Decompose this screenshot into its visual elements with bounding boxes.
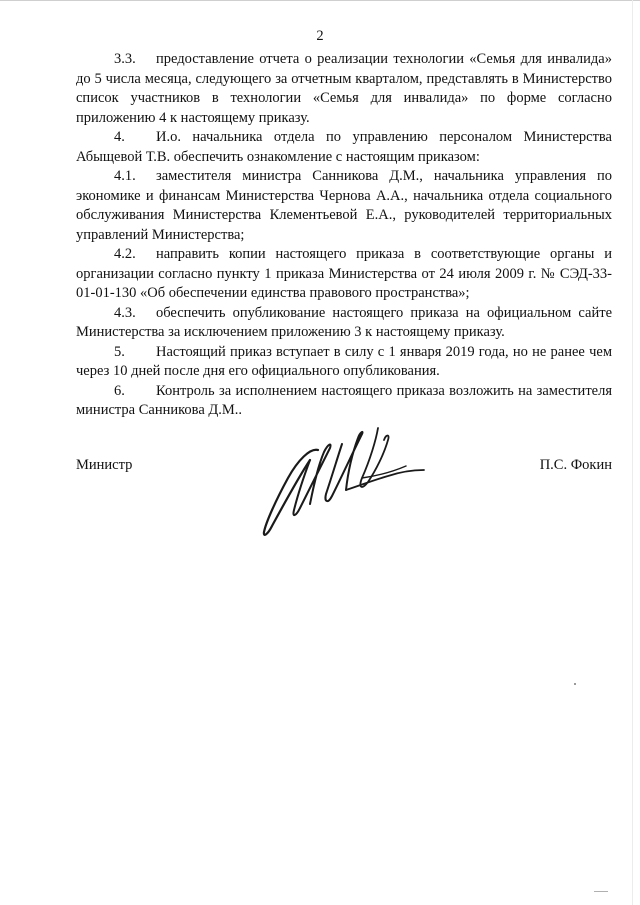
paragraph-4 xyxy=(76,128,612,167)
paragraph-4-2 xyxy=(76,245,612,304)
page-number: 2 xyxy=(316,28,324,44)
paragraph-text: обеспечить опубликование настоящего приказа на официальном сайте Министерства за исключением приложению 3 к настоящему приказу. xyxy=(76,304,612,340)
scan-right-edge-mark xyxy=(632,0,633,905)
paragraph-text: Настоящий приказ вступает в силу с 1 января 2019 года, но не ранее чем через 10 дней после дня его официального опубликования. xyxy=(76,343,612,379)
signatory-name: П.С. Фокин xyxy=(539,457,612,473)
paragraph-text: Контроль за исполнением настоящего приказа возложить на заместителя министра Санникова Д.М.. xyxy=(76,382,612,418)
handwritten-signature xyxy=(258,420,428,545)
paragraph-5 xyxy=(76,343,612,382)
paragraph-number: 6. xyxy=(114,382,125,399)
paragraph-number: 4.1. xyxy=(114,168,136,184)
paragraph-number: 4.2. xyxy=(114,246,136,262)
paragraph-text: И.о. начальника отдела по управлению персоналом Министерства Абыщевой Т.В. обеспечить ознакомление с настоящим приказом: xyxy=(76,129,612,165)
paragraph-text: заместителя министра Санникова Д.М., начальника управления по экономике и финансам Министерства Чернова А.А., начальника отдела социального обслуживания Министерства Клементьевой Е.А., руководителей территориальных управлений Министерства; xyxy=(76,168,612,243)
paragraph-number: 4. xyxy=(114,129,125,145)
scan-speck xyxy=(594,891,608,892)
scan-top-edge-mark xyxy=(0,0,640,1)
order-body xyxy=(76,50,612,421)
signatory-title: Министр xyxy=(76,457,133,473)
paragraph-4-1 xyxy=(76,167,612,245)
paragraph-text: предоставление отчета о реализации технологии «Семья для инвалида» до 5 числа месяца, следующего за отчетным кварталом, представлять в Министерство список участников в технологии «Семья для инвалида» по форме согласно приложению 4 к настоящему приказу. xyxy=(76,51,612,126)
paragraph-number: 3.3. xyxy=(114,51,136,67)
paragraph-number: 5. xyxy=(114,343,125,360)
paragraph-3-3 xyxy=(76,50,612,128)
scan-speck xyxy=(574,683,576,685)
paragraph-number: 4.3. xyxy=(114,304,136,321)
paragraph-6 xyxy=(76,382,612,421)
paragraph-text: направить копии настоящего приказа в соответствующие органы и организации согласно пункту 1 приказа Министерства от 24 июля 2009 г. № СЭД-33-01-01-130 «Об обеспечении единства правового пространства»; xyxy=(76,246,612,301)
paragraph-4-3 xyxy=(76,304,612,343)
